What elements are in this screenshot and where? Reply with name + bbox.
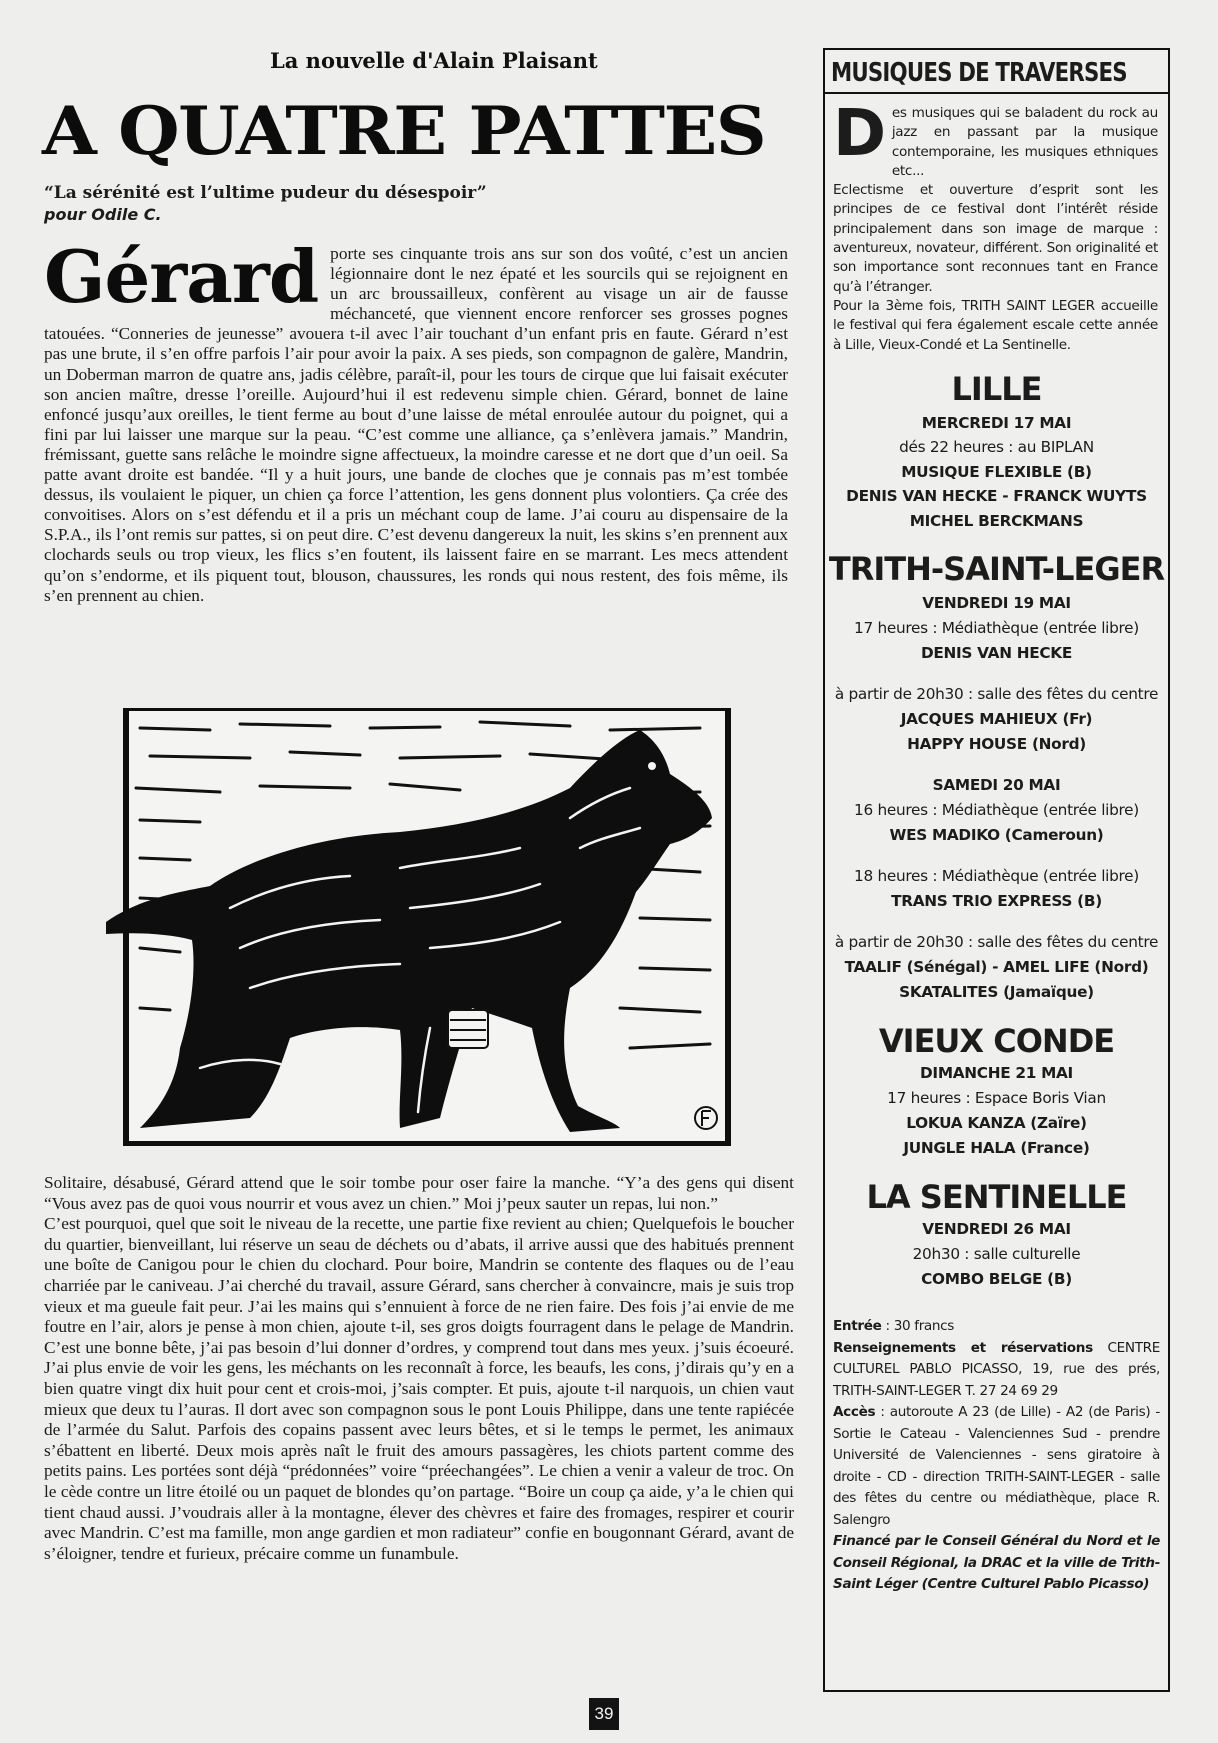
article-epigraph — [44, 182, 744, 226]
sidebar-title: MUSIQUES DE TRAVERSES — [831, 58, 1127, 88]
practical-info — [833, 1316, 1160, 1596]
city-heading-vieux-conde: VIEUX CONDE — [878, 1022, 1115, 1061]
city-heading-sentinelle: LA SENTINELLE — [866, 1178, 1127, 1217]
lille-act-3: MICHEL BERCKMANS — [909, 511, 1084, 530]
city-heading-lille: LILLE — [951, 369, 1042, 408]
page-number: 39 — [589, 1698, 619, 1730]
trith-time-2: à partir de 20h30 : salle des fêtes du centre — [834, 685, 1159, 704]
trith-act-5b: SKATALITES (Jamaïque) — [899, 983, 1094, 1002]
trith-act-2a: JACQUES MAHIEUX (Fr) — [900, 710, 1093, 729]
funding-note: Financé par le Conseil Général du Nord et le Conseil Régional, la DRAC et la ville de Trith-Saint Léger (Centre Culturel Pablo Picasso) — [833, 1533, 1160, 1593]
lille-act-1: MUSIQUE FLEXIBLE (B) — [901, 462, 1092, 481]
article-kicker: La nouvelle d'Alain Plaisant — [270, 48, 598, 73]
trith-act-3: WES MADIKO (Cameroun) — [889, 826, 1104, 845]
reservations-line — [833, 1338, 1160, 1403]
trith-act-1: DENIS VAN HECKE — [920, 644, 1073, 663]
trith-slot-4 — [825, 864, 1168, 914]
article-body-top — [44, 234, 788, 684]
drop-name: Gérard — [44, 234, 319, 319]
bandaged-paw — [448, 1010, 488, 1048]
entree-value: : 30 francs — [881, 1318, 955, 1335]
entree-line — [833, 1316, 1160, 1338]
intro-line-3: Pour la 3ème fois, TRITH SAINT LEGER accueille le festival qui fera également escale cette année à Lille, Vieux-Condé et La Sentinelle. — [833, 297, 1158, 353]
sidebar-intro — [833, 97, 1158, 355]
sentinelle-program — [825, 1217, 1168, 1292]
sidebar-drop-letter: D — [833, 97, 886, 171]
trith-act-4: TRANS TRIO EXPRESS (B) — [891, 892, 1102, 911]
epigraph-quote: “La sérénité est l’ultime pudeur du désespoir” — [44, 183, 487, 203]
trith-slot-2 — [825, 682, 1168, 757]
sentinelle-time: 20h30 : salle culturelle — [912, 1245, 1081, 1264]
vieux-conde-date: DIMANCHE 21 MAI — [920, 1064, 1073, 1083]
intro-line-2: Eclectisme et ouverture d’esprit sont les principes de ce festival dont l’intérêt réside principalement dans son image de marque : aventureux, novateur, différent. Son originalité et son importance sont reconnues tant en France qu’à l’étranger. — [833, 182, 1158, 295]
trith-time-4: 18 heures : Médiathèque (entrée libre) — [854, 867, 1139, 886]
article-body-bottom — [44, 1173, 794, 1564]
acces-label: Accès — [833, 1404, 876, 1421]
article-paragraph-3: C’est pourquoi, quel que soit le niveau de la recette, une partie fixe revient au chien; Quelquefois le boucher du quartier, bienveillant, lui réserve un seau de déchets ou d’abats, il arrive aussi que des habitués prennent une boîte de Canigou pour le chien du clochard. Pour boire, Mandrin se contente des flaques ou de l’eau charriée par le caniveau. J’ai cherché du travail, assure Gérard, sans chercher à convaincre, mais je suis trop vieux et ma gueule fait peur. J’ai les mains qui s’ennuient à force de ne rien faire. Des fois j’ai envie de me foutre en l’air, alors je pense à mon chien, ajoute t-il, ses gros doigts fourragent dans le pelage de Mandrin. C’est une bonne bête, j’ai pas besoin d’lui donner d’ordres, y comprend tout dans mes yeux. j’suis écoeuré. J’ai plus envie de voir les gens, les méchants on les reconnaît à force, les beaufs, les cons, j’dirais qu’y en a bien quatre vingt dix huit pour cent et crois-moi, j’sais compter. Et puis, ajoute t-il narquois, un chien vaut mieux que deux tu l’auras. Il dort avec son compagnon sous le pont Louis Philippe, dans une tente rapiécée de l’armée du Salut. Parfois des copains passent avec leurs bêtes, et si le temps le permet, les animaux s’ébattent en liberté. Deux mois après naît le fruit des amours passagères, les chiots partent comme des petits pains. Les portées sont déjà “prédonnées” voire “préechangées”. Le chien a venir a valeur de troc. On le cède contre un litre étoilé ou un paquet de blondes qu’on partage. “Boire un coup ça aide, y’a le chien qui tient chaud aussi. J’voudrais aller à la montagne, élever des chèvres et faire des fromages, respirer et courir avec Mandrin. C’est ma famille, mon ange gardien et mon radiateur” confie en bougonnant Gérard, avant de s’éloigner, tendre et furieux, précaire comme un funambule. — [44, 1214, 795, 1563]
trith-slot-5 — [825, 930, 1168, 1005]
trith-act-5a: TAALIF (Sénégal) - AMEL LIFE (Nord) — [844, 958, 1149, 977]
article-headline: A QUATRE PATTES — [42, 92, 766, 170]
trith-time-1: 17 heures : Médiathèque (entrée libre) — [854, 619, 1139, 638]
city-heading-trith: TRITH-SAINT-LEGER — [828, 550, 1165, 589]
vieux-conde-act-2: JUNGLE HALA (France) — [903, 1139, 1090, 1158]
festival-sidebar — [823, 48, 1170, 1692]
article-paragraph-2: Solitaire, désabusé, Gérard attend que le soir tombe pour oser faire la manche. “Y’a des gens qui disent “Vous avez pas de quoi vous nourrir et vous avez un chien.” Moi j’peux sauter un repas, lui non.” — [44, 1173, 794, 1213]
sentinelle-date: VENDREDI 26 MAI — [922, 1220, 1071, 1239]
trith-slot-1 — [825, 591, 1168, 666]
article-paragraph-1: porte ses cinquante trois ans sur son dos voûté, c’est un ancien légionnaire dont le nez épaté et les sourcils qui se rejoignent en un arc broussailleux, confèrent au visage un air de fausse méchanceté, que viennent encore renforcer ses grosses pognes tatouées. “Conneries de jeunesse” avouera t-il avec l’air touchant d’un enfant pris en faute. Gérard n’est pas une brute, il s’en offre parfois l’air pour avoir la paix. A ses pieds, son compagnon de galère, Mandrin, un Doberman marron de quatre ans, jadis célèbre, paraît-il, pour les tours de cirque que lui faisait exécuter son ancien maître, dresse l’oreille. Aujourd’hui il est redevenu simple chien. Gérard, bonnet de laine enfoncé jusqu’aux oreilles, le tient ferme au bout d’une laisse de métal enroulée autour du poignet, qui a fini par lui laisser une marque sur la peau. “C’est comme une alliance, ça s’enlèvera jamais.” Mandrin, frémissant, guette sans relâche le moindre signe affectueux, la moindre caresse et ne dort que d’un oeil. Sa patte avant droite est bandée. “Il y a huit jours, une bande de cloches que je connais pas m’est tombée dessus, ils voulaient le piquer, un chien ça force l’attention, les gens donnent plus volontiers. Ça crée des convoitises. Alors on s’est défendu et il a pris un méchant coup de lame. J’ai couru au dispensaire de la S.P.A., ils l’ont remis sur pattes, si on peut dire. C’est devenu dangereux la nuit, les skins s’en prennent aux clochards seuls ou trop vieux, les flics s’en foutent, ils laissent faire en se marrant. Les mecs attendent qu’on s’endorme, et ils piquent tout, blouson, chaussures, les ronds qui nous restent, des fois même, ils s’en prennent au chien. — [44, 244, 788, 605]
epigraph-dedication: pour Odile C. — [44, 205, 162, 224]
lille-date: MERCREDI 17 MAI — [921, 413, 1072, 432]
sentinelle-act-1: COMBO BELGE (B) — [921, 1270, 1072, 1289]
sidebar-title-rule — [825, 92, 1168, 94]
trith-date-1: VENDREDI 19 MAI — [922, 594, 1071, 613]
trith-time-5: à partir de 20h30 : salle des fêtes du centre — [834, 933, 1159, 952]
acces-value: : autoroute A 23 (de Lille) - A2 (de Paris) - Sortie le Cateau - Valenciennes Sud - prendre Université de Valenciennes - sens giratoire à droite - CD - direction TRITH-SAINT-LEGER - salle des fêtes du centre ou médiathèque, place R. Salengro — [833, 1404, 1160, 1528]
intro-line-1: es musiques qui se baladent du rock au jazz en passant par la musique contemporaine, les musiques ethniques etc... — [891, 105, 1158, 179]
reservations-value: CENTRE CULTUREL PABLO PICASSO, 19, rue des prés, TRITH-SAINT-LEGER T. 27 24 69 29 — [833, 1339, 1160, 1399]
acces-line — [833, 1402, 1160, 1531]
entree-label: Entrée — [833, 1318, 882, 1335]
trith-slot-3 — [825, 773, 1168, 848]
dog-woodcut-illustration — [100, 708, 736, 1146]
trith-time-3: 16 heures : Médiathèque (entrée libre) — [854, 801, 1139, 820]
vieux-conde-time: 17 heures : Espace Boris Vian — [887, 1089, 1106, 1108]
lille-time: dés 22 heures : au BIPLAN — [899, 438, 1094, 457]
reservations-label: Renseignements et réservations — [833, 1339, 1093, 1356]
trith-act-2b: HAPPY HOUSE (Nord) — [907, 735, 1086, 754]
lille-act-2: DENIS VAN HECKE - FRANCK WUYTS — [846, 487, 1147, 506]
trith-date-3: SAMEDI 20 MAI — [932, 776, 1061, 795]
vieux-conde-act-1: LOKUA KANZA (Zaïre) — [906, 1114, 1087, 1133]
vieux-conde-program — [825, 1061, 1168, 1161]
ghost-text-top-left — [46, 52, 236, 92]
lille-program — [825, 411, 1168, 534]
dog-eye — [648, 762, 656, 770]
ghost-text-top-right — [628, 48, 778, 88]
